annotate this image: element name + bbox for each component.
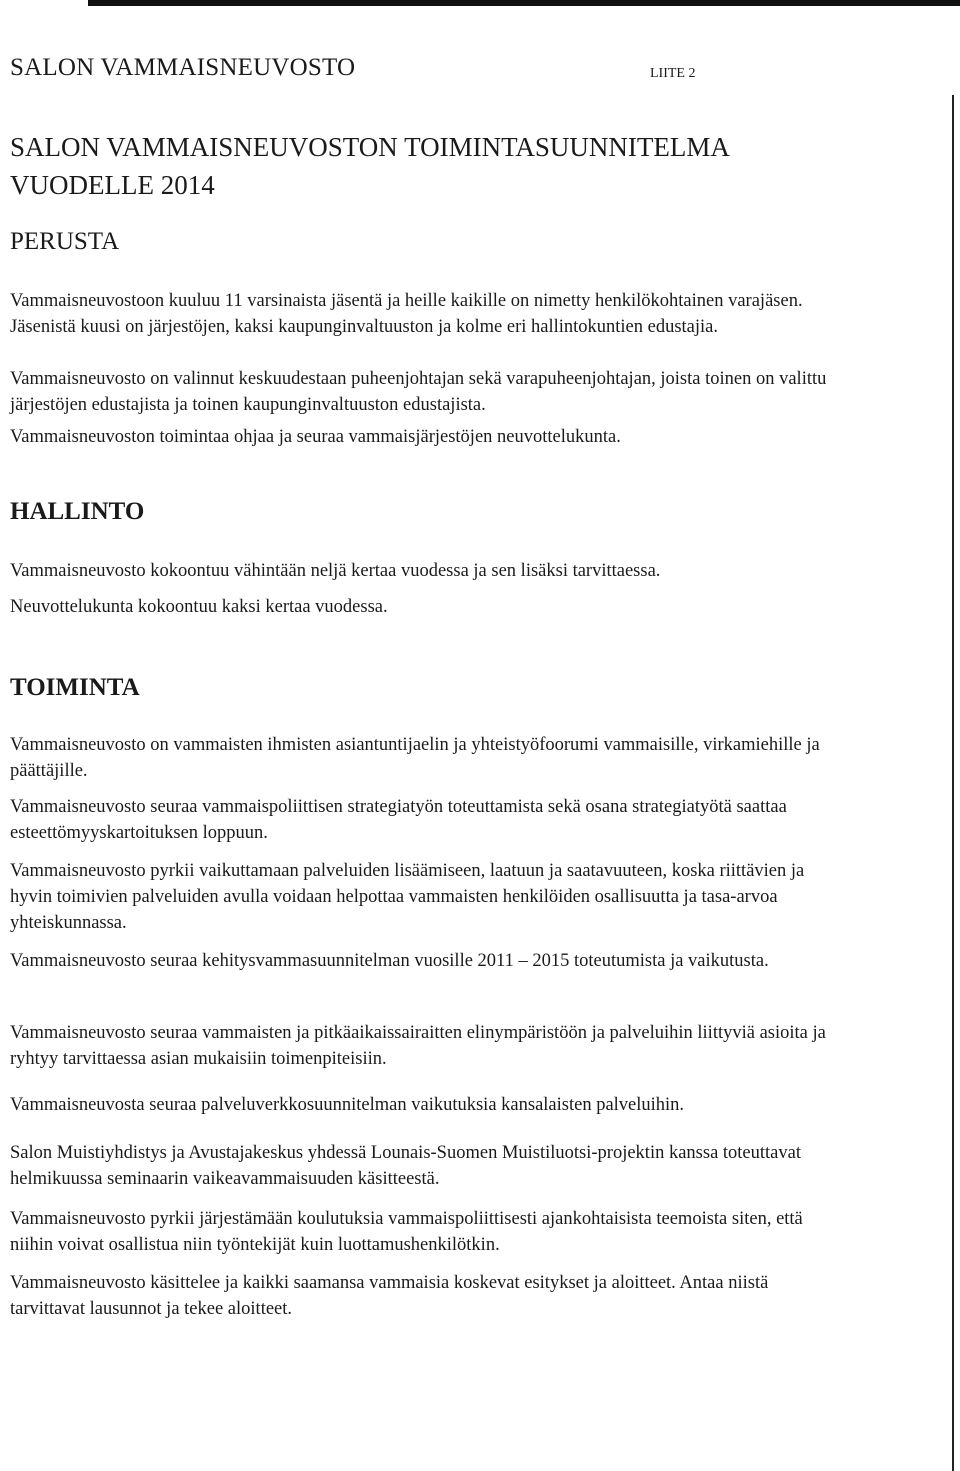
document-title-line-2: VUODELLE 2014 xyxy=(10,170,215,200)
toiminta-paragraph-3: Vammaisneuvosto pyrkii vaikuttamaan palveluiden lisäämiseen, laatuun ja saatavuuteen, koska riittävien ja hyvin toimivien palveluiden avulla voidaan helpottaa vammaisten henkilöiden osallisuutta ja tasa-arvoa yhteiskunnassa. xyxy=(10,861,805,933)
right-border-line xyxy=(952,95,954,1471)
perusta-paragraph-2: Vammaisneuvosto on valinnut keskuudestaan puheenjohtajan sekä varapuheenjohtajan, joista toinen on valittu järjestöjen edustajista ja toinen kaupunginvaltuuston edustajista. xyxy=(10,369,827,415)
toiminta-paragraph-8: Vammaisneuvosto pyrkii järjestämään koulutuksia vammaispoliittisesti ajankohtaisista teemoista siten, että niihin voivat osallistua niin työntekijät kuin luottamushenkilötkin. xyxy=(10,1209,803,1255)
document-title-line-1: SALON VAMMAISNEUVOSTON TOIMINTASUUNNITELMA xyxy=(10,132,730,162)
toiminta-paragraph-7: Salon Muistiyhdistys ja Avustajakeskus yhdessä Lounais-Suomen Muistiluotsi-projektin kanssa toteuttavat helmikuussa seminaarin vaikeavammaisuuden käsitteestä. xyxy=(10,1143,801,1189)
appendix-label: LIITE 2 xyxy=(650,66,696,81)
section-heading-toiminta: TOIMINTA xyxy=(10,674,140,701)
perusta-paragraph-1: Vammaisneuvostoon kuuluu 11 varsinaista jäsentä ja heille kaikille on nimetty henkilökohtainen varajäsen. Jäsenistä kuusi on järjestöjen, kaksi kaupunginvaltuuston ja kolme eri hallintokuntien edustajia. xyxy=(10,291,803,337)
section-heading-hallinto: HALLINTO xyxy=(10,498,145,525)
section-heading-perusta: PERUSTA xyxy=(10,228,120,255)
toiminta-paragraph-4: Vammaisneuvosto seuraa kehitysvammasuunnitelman vuosille 2011 – 2015 toteutumista ja vaikutusta. xyxy=(10,951,769,971)
toiminta-paragraph-6: Vammaisneuvosta seuraa palveluverkkosuunnitelman vaikutuksia kansalaisten palveluihin. xyxy=(10,1095,685,1115)
toiminta-paragraph-2: Vammaisneuvosto seuraa vammaispoliittisen strategiatyön toteuttamista sekä osana strategiatyötä saattaa esteettömyyskartoituksen loppuun. xyxy=(10,797,787,843)
toiminta-paragraph-9: Vammaisneuvosto käsittelee ja kaikki saamansa vammaisia koskevat esitykset ja aloitteet. Antaa niistä tarvittavat lausunnot ja tekee aloitteet. xyxy=(10,1273,769,1319)
header-title: SALON VAMMAISNEUVOSTO xyxy=(10,54,356,81)
toiminta-paragraph-5: Vammaisneuvosto seuraa vammaisten ja pitkäaikaissairaitten elinympäristöön ja palveluihin liittyviä asioita ja ryhtyy tarvittaessa asian mukaisiin toimenpiteisiin. xyxy=(10,1023,826,1069)
top-border-line xyxy=(88,0,960,6)
perusta-paragraph-3: Vammaisneuvoston toimintaa ohjaa ja seuraa vammaisjärjestöjen neuvottelukunta. xyxy=(10,427,621,447)
document-title xyxy=(10,128,910,204)
toiminta-paragraph-1: Vammaisneuvosto on vammaisten ihmisten asiantuntijaelin ja yhteistyöfoorumi vammaisille, virkamiehille ja päättäjille. xyxy=(10,735,820,781)
hallinto-paragraph-1: Vammaisneuvosto kokoontuu vähintään neljä kertaa vuodessa ja sen lisäksi tarvittaessa. xyxy=(10,561,661,581)
hallinto-paragraph-2: Neuvottelukunta kokoontuu kaksi kertaa vuodessa. xyxy=(10,597,388,617)
